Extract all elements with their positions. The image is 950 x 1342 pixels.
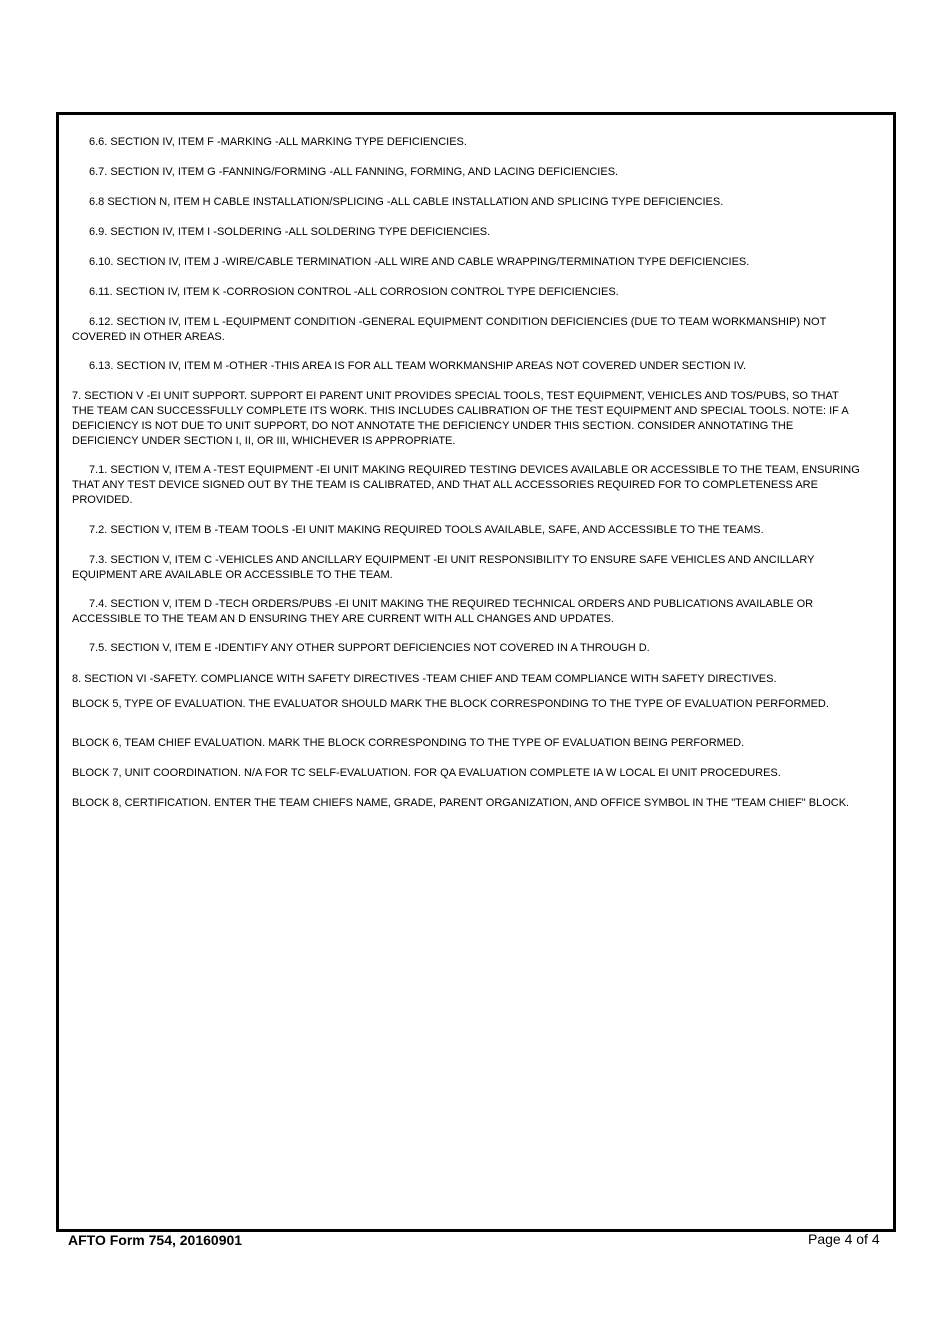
- instruction-paragraph: 6.10. SECTION IV, ITEM J -WIRE/CABLE TERMINATION -ALL WIRE AND CABLE WRAPPING/TERMINATION TYPE DEFICIENCIES.: [89, 256, 750, 268]
- page-number: Page 4 of 4: [808, 1231, 880, 1247]
- instruction-paragraph: 7.3. SECTION V, ITEM C -VEHICLES AND ANCILLARY EQUIPMENT -EI UNIT RESPONSIBILITY TO ENSURE SAFE VEHICLES AND ANCILLARY EQUIPMENT ARE AVAILABLE OR ACCESSIBLE TO THE TEAM.: [72, 554, 815, 581]
- instruction-paragraph: 6.11. SECTION IV, ITEM K -CORROSION CONTROL -ALL CORROSION CONTROL TYPE DEFICIENCIES.: [89, 286, 619, 298]
- instruction-paragraph: 6.6. SECTION IV, ITEM F -MARKING -ALL MARKING TYPE DEFICIENCIES.: [89, 136, 467, 148]
- instruction-paragraph: 6.13. SECTION IV, ITEM M -OTHER -THIS AREA IS FOR ALL TEAM WORKMANSHIP AREAS NOT COVERED UNDER SECTION IV.: [89, 360, 747, 372]
- instruction-paragraph: 7.1. SECTION V, ITEM A -TEST EQUIPMENT -EI UNIT MAKING REQUIRED TESTING DEVICES AVAILABLE OR ACCESSIBLE TO THE TEAM, ENSURING THAT ANY TEST DEVICE SIGNED OUT BY THE TEAM IS CALIBRATED, AND THAT ALL ACCESSORIES REQUIRED FOR TO COMPLETENESS ARE PROVIDED.: [72, 464, 860, 506]
- instruction-paragraph: 6.8 SECTION N, ITEM H CABLE INSTALLATION/SPLICING -ALL CABLE INSTALLATION AND SPLICING TYPE DEFICIENCIES.: [89, 196, 724, 208]
- instruction-paragraph: BLOCK 5, TYPE OF EVALUATION. THE EVALUATOR SHOULD MARK THE BLOCK CORRESPONDING TO THE TYPE OF EVALUATION PERFORMED.: [72, 698, 829, 710]
- instruction-paragraph: 6.7. SECTION IV, ITEM G -FANNING/FORMING -ALL FANNING, FORMING, AND LACING DEFICIENCIES.: [89, 166, 619, 178]
- instruction-paragraph: BLOCK 7, UNIT COORDINATION. N/A FOR TC SELF-EVALUATION. FOR QA EVALUATION COMPLETE IA W LOCAL EI UNIT PROCEDURES.: [72, 767, 781, 779]
- instruction-paragraph: 7. SECTION V -EI UNIT SUPPORT. SUPPORT EI PARENT UNIT PROVIDES SPECIAL TOOLS, TEST EQUIPMENT, VEHICLES AND TOS/PUBS, SO THAT THE TEAM CAN SUCCESSFULLY COMPLETE ITS WORK. THIS INCLUDES CALIBRATION OF THE TEST EQUIPMENT AND SPECIAL TOOLS. NOTE: IF A DEFICIENCY IS NOT DUE TO UNIT SUPPORT, DO NOT ANNOTATE THE DEFICIENCY UNDER THIS SECTION. CONSIDER ANNOTATING THE DEFICIENCY UNDER SECTION I, II, OR III, WHICHEVER IS APPROPRIATE.: [72, 390, 849, 447]
- instruction-paragraph: 6.12. SECTION IV, ITEM L -EQUIPMENT CONDITION -GENERAL EQUIPMENT CONDITION DEFICIENCIES (DUE TO TEAM WORKMANSHIP) NOT COVERED IN OTHER AREAS.: [72, 316, 827, 343]
- instruction-paragraph: BLOCK 8, CERTIFICATION. ENTER THE TEAM CHIEFS NAME, GRADE, PARENT ORGANIZATION, AND OFFICE SYMBOL IN THE "TEAM CHIEF" BLOCK.: [72, 797, 850, 809]
- instruction-paragraph: BLOCK 6, TEAM CHIEF EVALUATION. MARK THE BLOCK CORRESPONDING TO THE TYPE OF EVALUATION BEING PERFORMED.: [72, 737, 745, 749]
- instruction-paragraph: 7.5. SECTION V, ITEM E -IDENTIFY ANY OTHER SUPPORT DEFICIENCIES NOT COVERED IN A THROUGH D.: [89, 642, 650, 654]
- form-id: AFTO Form 754, 20160901: [68, 1232, 243, 1248]
- instruction-paragraph: 6.9. SECTION IV, ITEM I -SOLDERING -ALL SOLDERING TYPE DEFICIENCIES.: [89, 226, 491, 238]
- form-frame: [56, 112, 896, 1232]
- instruction-paragraph: 7.2. SECTION V, ITEM B -TEAM TOOLS -EI UNIT MAKING REQUIRED TOOLS AVAILABLE, SAFE, AND ACCESSIBLE TO THE TEAMS.: [89, 524, 764, 536]
- instruction-paragraph: 7.4. SECTION V, ITEM D -TECH ORDERS/PUBS -EI UNIT MAKING THE REQUIRED TECHNICAL ORDERS AND PUBLICATIONS AVAILABLE OR ACCESSIBLE TO THE TEAM AN D ENSURING THEY ARE CURRENT WITH ALL CHANGES AND UPDATES.: [72, 598, 814, 625]
- instruction-paragraph: 8. SECTION VI -SAFETY. COMPLIANCE WITH SAFETY DIRECTIVES -TEAM CHIEF AND TEAM COMPLIANCE WITH SAFETY DIRECTIVES.: [72, 673, 777, 685]
